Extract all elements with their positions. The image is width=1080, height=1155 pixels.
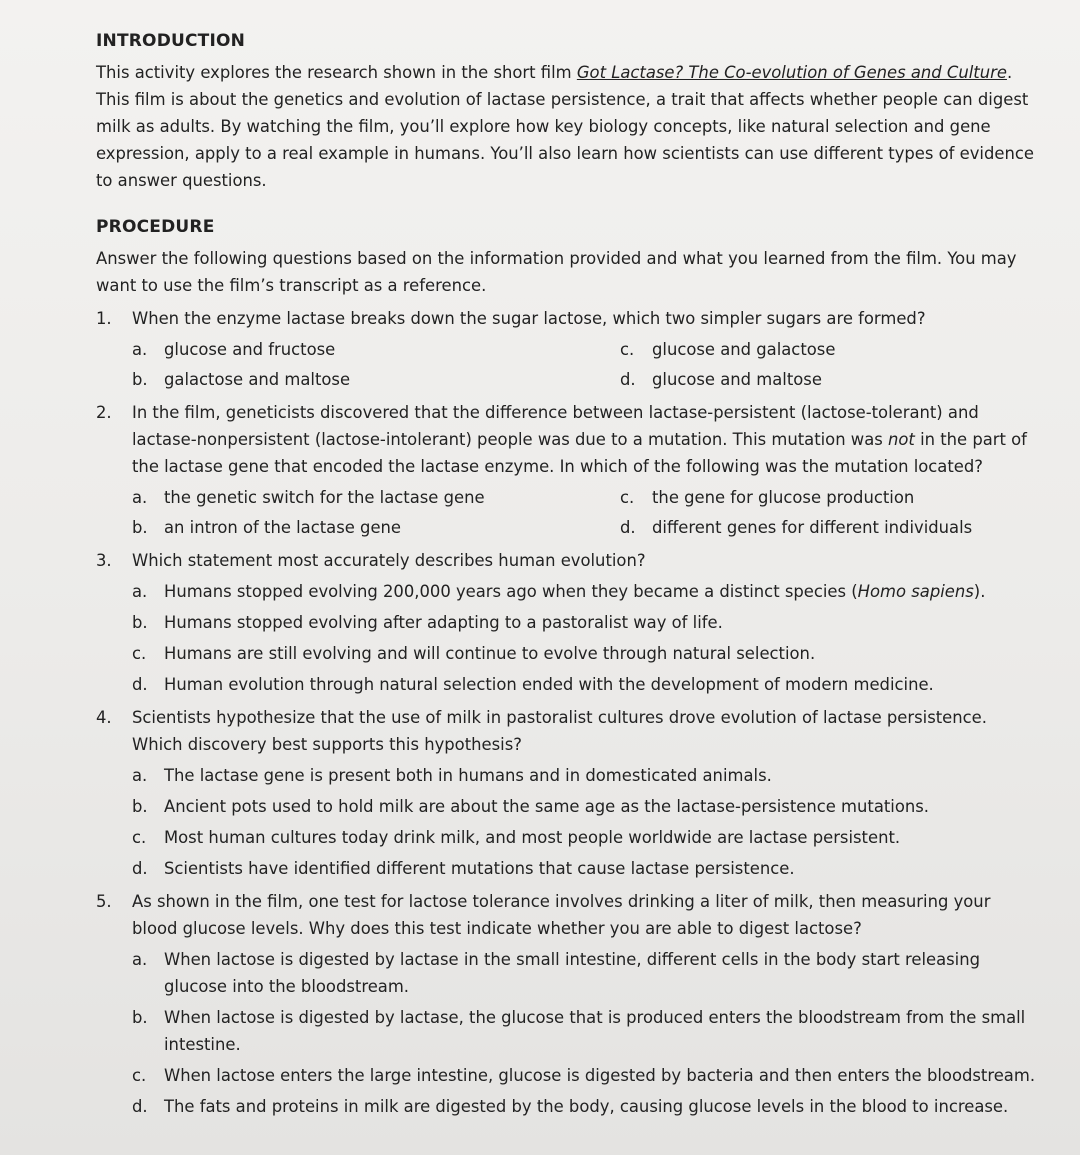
option-a[interactable]: a. the genetic switch for the lactase gene: [132, 488, 485, 507]
option-c[interactable]: c. Most human cultures today drink milk, and most people worldwide are lactase persistent.: [132, 828, 901, 847]
question-3-options: [132, 578, 1036, 698]
question-2: [96, 399, 1036, 480]
question-text: In the film, geneticists discovered that the difference between lactase-persistent (lactose-tolerant) and lactase-nonpersistent (lactose-intolerant) people was due to a mutation. This mutation was not in the part of the lactase gene that encoded the lactase enzyme. In which of the following was the mutation located?: [132, 403, 1027, 476]
option-d[interactable]: d. Scientists have identified different mutations that cause lactase persistence.: [132, 859, 795, 878]
option-b[interactable]: b. galactose and maltose: [132, 370, 351, 389]
question-1: [96, 305, 1036, 332]
question-number: 3.: [96, 551, 112, 570]
question-5: [96, 888, 1036, 942]
option-d[interactable]: d. The fats and proteins in milk are digested by the body, causing glucose levels in the blood to increase.: [132, 1097, 1009, 1116]
worksheet-page: [96, 28, 1036, 1120]
option-a[interactable]: a. When lactose is digested by lactase in the small intestine, different cells in the body start releasing glucose into the bloodstream.: [132, 950, 981, 996]
question-number: 1.: [96, 309, 112, 328]
option-d[interactable]: d. glucose and maltose: [620, 370, 822, 389]
question-text: When the enzyme lactase breaks down the sugar lactose, which two simpler sugars are formed?: [132, 309, 926, 328]
option-a[interactable]: a. The lactase gene is present both in humans and in domesticated animals.: [132, 766, 772, 785]
question-5-options: [132, 946, 1036, 1120]
question-1-options: [132, 336, 1036, 393]
option-b[interactable]: b. Humans stopped evolving after adapting to a pastoralist way of life.: [132, 613, 723, 632]
option-c[interactable]: c. When lactose enters the large intestine, glucose is digested by bacteria and then enters the bloodstream.: [132, 1066, 1036, 1085]
option-b[interactable]: b. Ancient pots used to hold milk are about the same age as the lactase-persistence mutations.: [132, 797, 930, 816]
question-number: 2.: [96, 403, 112, 422]
option-b[interactable]: b. When lactose is digested by lactase, the glucose that is produced enters the bloodstream from the small intestine.: [132, 1008, 1026, 1054]
option-a[interactable]: a. Humans stopped evolving 200,000 years ago when they became a distinct species (Homo sapiens).: [132, 582, 986, 601]
question-2-options: [132, 484, 1036, 541]
procedure-heading: PROCEDURE: [96, 217, 215, 237]
option-d[interactable]: d. different genes for different individuals: [620, 518, 973, 537]
procedure-paragraph: Answer the following questions based on the information provided and what you learned from the film. You may want to use the film’s transcript as a reference.: [96, 249, 1017, 295]
option-c[interactable]: c. Humans are still evolving and will continue to evolve through natural selection.: [132, 644, 816, 663]
question-4-options: [132, 762, 1036, 882]
question-number: 4.: [96, 708, 112, 727]
question-text: As shown in the film, one test for lactose tolerance involves drinking a liter of milk, then measuring your blood glucose levels. Why does this test indicate whether you are able to digest lactose?: [132, 892, 991, 938]
film-title-link[interactable]: Got Lactase? The Co-evolution of Genes and Culture: [576, 63, 1007, 82]
question-text: Scientists hypothesize that the use of milk in pastoralist cultures drove evolution of lactase persistence. Which discovery best supports this hypothesis?: [132, 708, 987, 754]
introduction-paragraph: This activity explores the research shown in the short film Got Lactase? The Co-evolution of Genes and Culture. This film is about the genetics and evolution of lactase persistence, a trait that affects whether people can digest milk as adults. By watching the film, you’ll explore how key biology concepts, like natural selection and gene expression, apply to a real example in humans. You’ll also learn how scientists can use different types of evidence to answer questions.: [96, 63, 1034, 190]
option-a[interactable]: a. glucose and fructose: [132, 340, 336, 359]
question-number: 5.: [96, 892, 112, 911]
introduction-heading: INTRODUCTION: [96, 31, 246, 51]
option-c[interactable]: c. the gene for glucose production: [620, 488, 915, 507]
option-b[interactable]: b. an intron of the lactase gene: [132, 518, 402, 537]
question-4: [96, 704, 1036, 758]
option-d[interactable]: d. Human evolution through natural selection ended with the development of modern medicine.: [132, 675, 934, 694]
question-text: Which statement most accurately describes human evolution?: [132, 551, 646, 570]
option-c[interactable]: c. glucose and galactose: [620, 340, 836, 359]
question-3: [96, 547, 1036, 574]
